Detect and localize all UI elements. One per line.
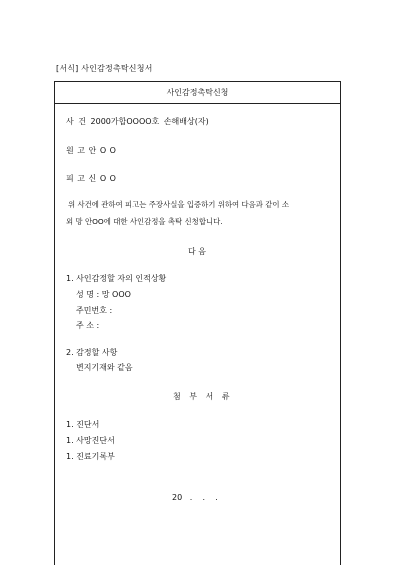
section1-name: 성 명 : 망 OOO — [76, 290, 131, 299]
body-text-line-2: 외 망 안OO에 대한 사인감정을 촉탁 신청합니다. — [66, 217, 223, 226]
body-text-line-1: 위 사건에 관하여 피고는 주장사실을 입증하기 위하여 다음과 같이 소 — [68, 200, 290, 209]
attachment-item-3: 1. 진료기록부 — [66, 452, 115, 461]
section1-title: 1. 사인감정할 자의 인적상황 — [66, 274, 167, 283]
section2-title: 2. 감정할 사항 — [66, 348, 118, 357]
section2-item: 변지기재와 같음 — [76, 363, 133, 372]
section1-address: 주 소 : — [76, 321, 100, 330]
section1-id-number: 주민번호 : — [76, 306, 113, 315]
attachments-heading: 첨 부 서 류 — [173, 392, 233, 401]
attachment-item-1: 1. 진단서 — [66, 420, 100, 429]
next-heading: 다 음 — [188, 247, 206, 256]
case-line: 사 건 2000가합OOOO호 손해배상(자) — [66, 117, 209, 126]
date-line: 20 . . . — [172, 493, 218, 502]
document-label: [서식] 사인감정촉탁신청서 — [56, 64, 153, 73]
plaintiff-line: 원 고 안 O O — [66, 146, 116, 155]
defendant-line: 피 고 신 O O — [66, 174, 116, 183]
attachment-item-2: 1. 사망진단서 — [66, 436, 115, 445]
form-title: 사인감정촉탁신청 — [55, 82, 340, 104]
